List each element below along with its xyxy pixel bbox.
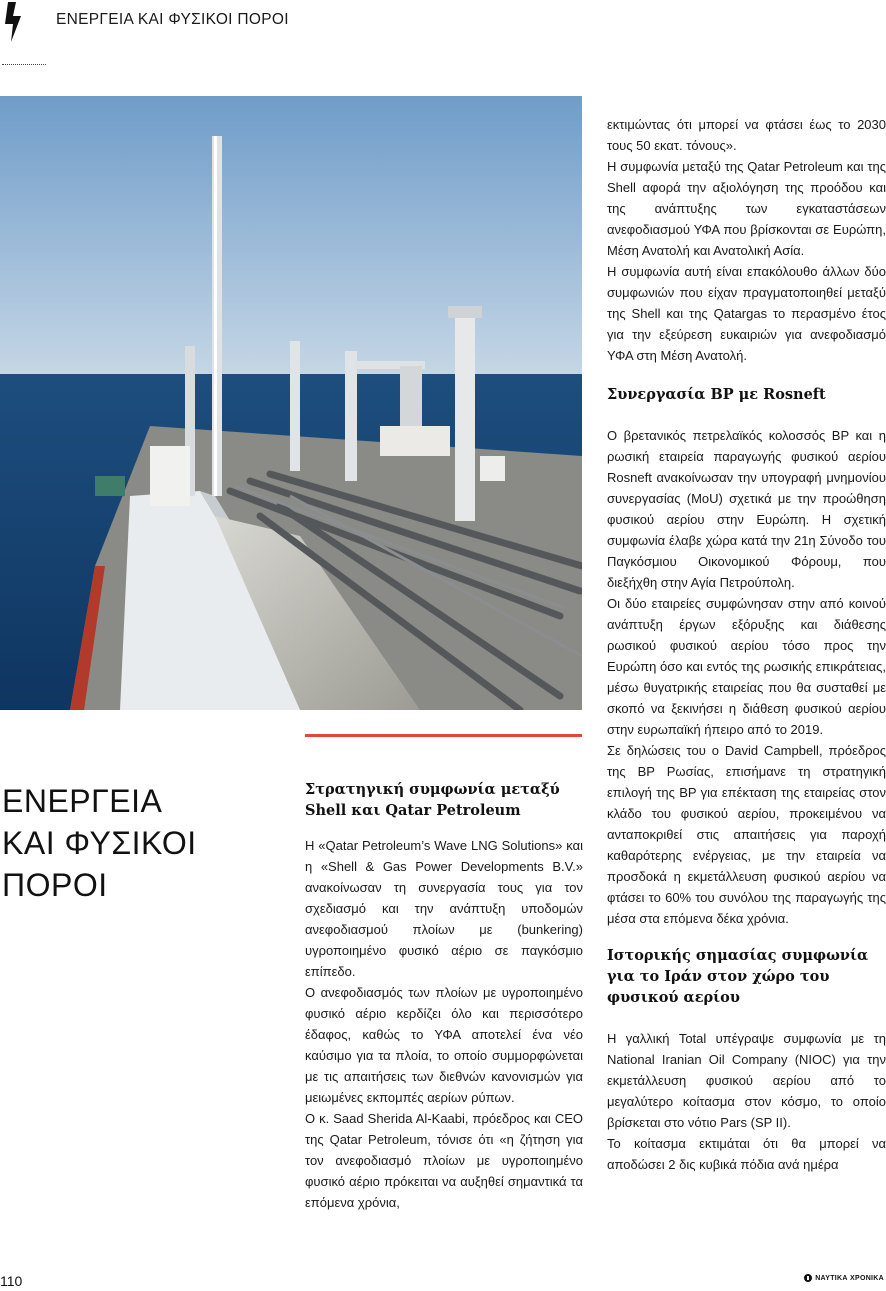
paragraph: Το κοίτασμα εκτιμάται ότι θα μπορεί να αποδώσει 2 δις κυβικά πόδια ανά ημέρα bbox=[607, 1136, 886, 1172]
paragraph: Η συμφωνία μεταξύ της Qatar Petroleum και της Shell αφορά την αξιολόγηση της προόδου και της ανάπτυξης των εγκαταστάσεων ανεφοδιασμού ΥΦΑ που βρίσκονται σε Ευρώπη, Μέση Ανατολή και Ανατολική Ασία. bbox=[607, 159, 886, 258]
page-number: 110 bbox=[0, 1273, 23, 1289]
lightning-bolt-icon bbox=[2, 2, 22, 42]
paragraph: Η γαλλική Total υπέγραψε συμφωνία με τη National Iranian Oil Company (NIOC) για την εκμετάλλευση φυσικού αερίου από το μεγαλύτερο κοίτασμα στον κόσμο, το οποίο βρίσκεται στο νότιο Pars (SP II). bbox=[607, 1031, 886, 1130]
paragraph: Ο βρετανικός πετρελαϊκός κολοσσός BP και η ρωσική εταιρεία παραγωγής φυσικού αερίου Rosneft ανακοίνωσαν την υπογραφή μνημονίου συνεργασίας (MoU) σχετικά με την προώθηση φυσικού αερίου στην Ευρώπη. Η σχετική συμφωνία έλαβε χώρα κατά την 21η Σύνοδο του Παγκόσμιου Οικονομικού Φόρουμ, που διεξήχθη στην Αγία Πετρούπολη. bbox=[607, 428, 886, 590]
paragraph: Οι δύο εταιρείες συμφώνησαν στην από κοινού ανάπτυξη έργων εξόρυξης και διάθεσης ρωσικού φυσικού αερίου τόσο προς την Ευρώπη όσο και εντός της ρωσικής επικράτειας, μέσω θυγατρικής εταιρείας που θα συσταθεί με σκοπό να ξεκινήσει η διάθεση φυσικού αερίου στην ευρωπαϊκή ήπειρο από το 2019. bbox=[607, 596, 886, 737]
section-header: ΕΝΕΡΓΕΙΑ ΚΑΙ ΦΥΣΙΚΟΙ ΠΟΡΟΙ bbox=[56, 11, 289, 28]
heading-shell-qatar: Στρατηγική συμφωνία μεταξύ Shell και Qatar Petroleum bbox=[305, 781, 560, 819]
page-title-line-1: ΕΝΕΡΓΕΙΑ bbox=[2, 783, 163, 819]
heading-bp-rosneft: Συνεργασία BP με Rosneft bbox=[607, 386, 826, 403]
brand-name: ΝΑΥΤΙΚΑ ΧΡΟΝΙΚΑ bbox=[815, 1274, 884, 1282]
divider-dots bbox=[2, 64, 46, 65]
paragraph: Ο κ. Saad Sherida Al-Kaabi, πρόεδρος και CEO της Qatar Petroleum, τόνισε ότι «η ζήτηση για τον ανεφοδιασμό πλοίων με υγροποιημένο φυσικό αέριο πρόκειται να αυξηθεί σημαντικά τα επόμενα χρόνια, bbox=[305, 1111, 583, 1210]
brand-logo-icon bbox=[804, 1274, 812, 1282]
page-title-line-2: ΚΑΙ ΦΥΣΙΚΟΙ bbox=[2, 825, 197, 861]
paragraph: Ο ανεφοδιασμός των πλοίων με υγροποιημένο φυσικό αέριο κερδίζει όλο και περισσότερο έδαφος, καθώς το ΥΦΑ αποτελεί ένα νέο καύσιμο για τα πλοία, το οποίο συμμορφώνεται με τις απαιτήσεις των διεθνών κανονισμών για μειωμένες εκπομπές αερίων ρύπων. bbox=[305, 985, 583, 1105]
right-column bbox=[607, 114, 886, 1175]
page-title bbox=[2, 780, 292, 906]
accent-rule bbox=[305, 734, 582, 737]
left-column bbox=[305, 779, 583, 1213]
footer-brand bbox=[804, 1274, 884, 1282]
paragraph: Η «Qatar Petroleum’s Wave LNG Solutions» και η «Shell & Gas Power Developments B.V.» ανακοίνωσαν τη συνεργασία τους για τον σχεδιασμό και την ανάπτυξη υποδομών ανεφοδιασμού πλοίων με (bunkering) υγροποιημένο φυσικό αέριο σε παγκόσμιο επίπεδο. bbox=[305, 838, 583, 979]
page-title-line-3: ΠΟΡΟΙ bbox=[2, 867, 108, 903]
paragraph: εκτιμώντας ότι μπορεί να φτάσει έως το 2030 τους 50 εκατ. τόνους». bbox=[607, 117, 886, 153]
heading-iran: Ιστορικής σημασίας συμφωνία για το Ιράν στον χώρο του φυσικού αερίου bbox=[607, 947, 869, 1006]
paragraph: Σε δηλώσεις του ο David Campbell, πρόεδρος της BP Ρωσίας, επισήμανε τη στρατηγική επιλογή της BP για επέκταση της εταιρείας στον κλάδο του φυσικού αερίου, προκειμένου να ανταποκριθεί στις απαιτήσεις για παροχή καθαρότερης ενέργειας, με την εταιρεία να προσδοκά η εκμετάλλευση φυσικού αερίου να φτάσει το 60% του συνόλου της παραγωγής της μέσα στα επόμενα δέκα χρόνια. bbox=[607, 743, 886, 926]
lng-tanker-photo bbox=[0, 96, 582, 710]
paragraph: Η συμφωνία αυτή είναι επακόλουθο άλλων δύο συμφωνιών που είχαν πραγματοποιηθεί μεταξύ της Shell και της Qatargas το περασμένο έτος για την εξεύρεση ευκαιριών για ανεφοδιασμό ΥΦΑ στη Μέση Ανατολή. bbox=[607, 264, 886, 363]
